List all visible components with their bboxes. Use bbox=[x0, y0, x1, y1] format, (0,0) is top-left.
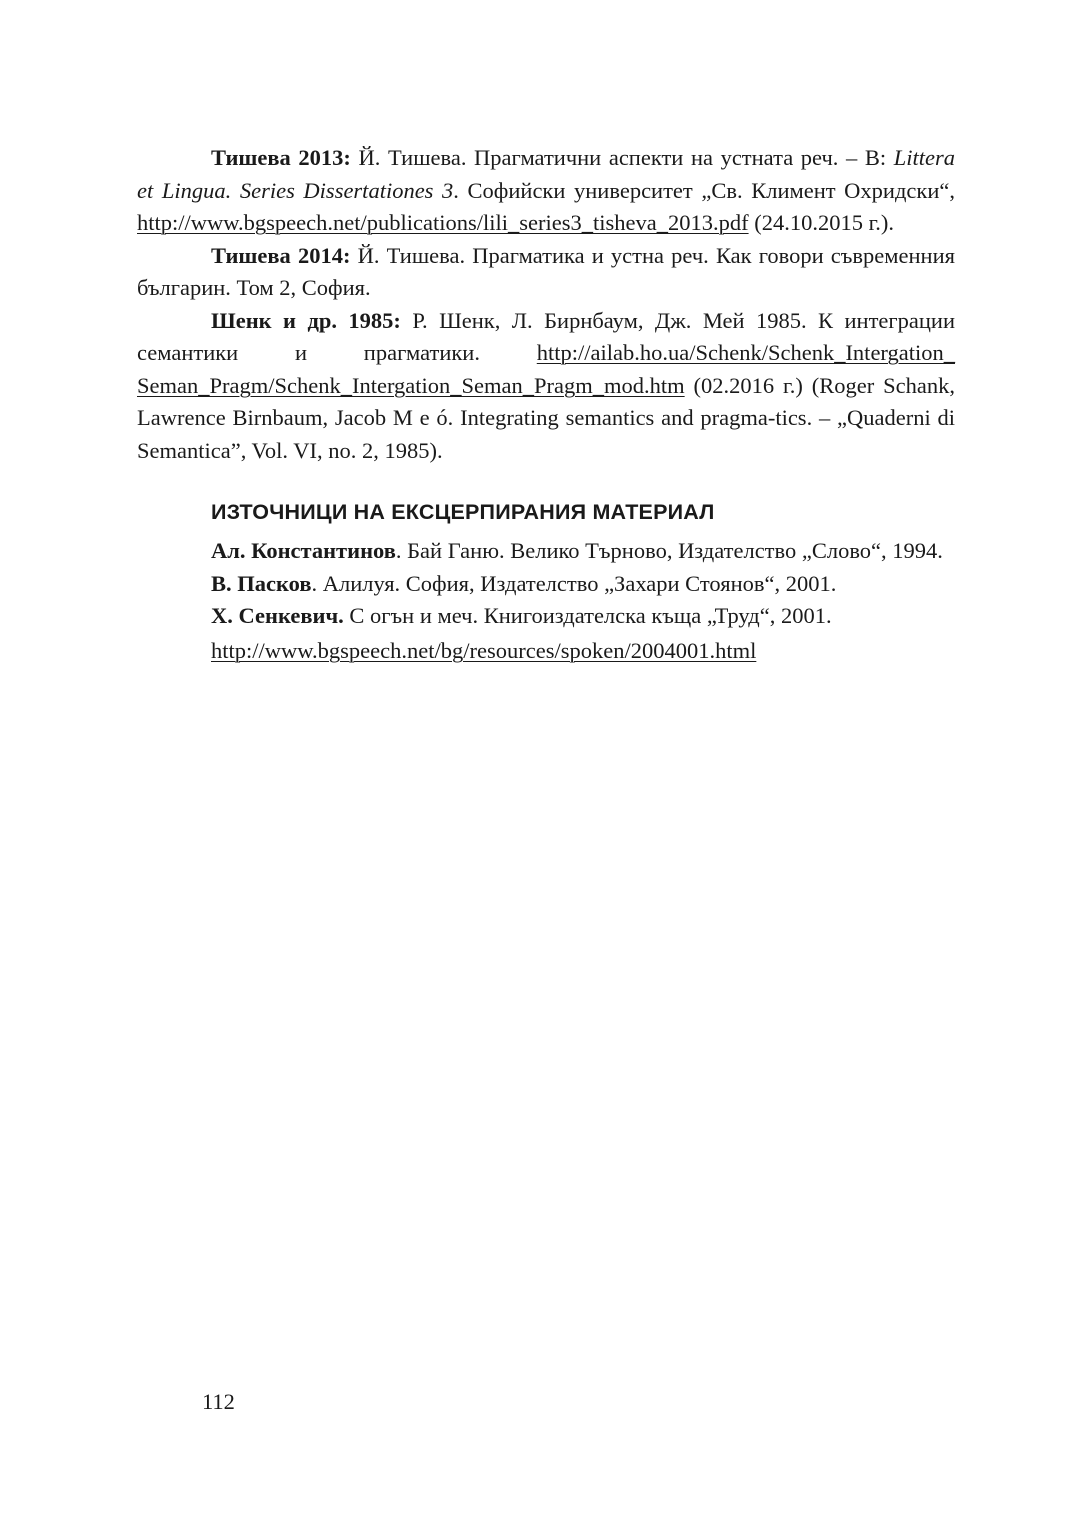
source-text: . Бай Ганю. Велико Търново, Издателство „Слово“, 1994. bbox=[395, 538, 943, 563]
source-author: Ал. Константинов bbox=[211, 538, 396, 563]
reference-author: Тишева 2013: bbox=[211, 145, 351, 170]
page-number: 112 bbox=[202, 1389, 235, 1414]
source-text: С огън и меч. Книгоиздателска къща „Труд“, 2001. bbox=[343, 603, 832, 628]
reference-link[interactable]: http://ailab.ho.ua/Schenk/Schenk_Intergation_ Seman_Pragm/Schenk_Intergation_Seman_Pragm_mod.htm bbox=[137, 340, 955, 398]
source-author: В. Пасков bbox=[211, 570, 312, 596]
page-content bbox=[137, 142, 955, 667]
reference-link[interactable]: http://www.bgspeech.net/publications/lili_series3_tisheva_2013.pdf bbox=[137, 210, 749, 235]
reference-text: . Софийски университет „Св. Климент Охридски“, bbox=[453, 177, 955, 203]
source-entry bbox=[137, 568, 955, 601]
reference-text: Р. Шенк, Л. Бирнбаум, Дж. Мей 1985. К интеграции семантики и прагматики. bbox=[137, 307, 955, 365]
sources-heading: ИЗТОЧНИЦИ НА ЕКСЦЕРПИРАНИЯ МАТЕРИАЛ bbox=[211, 500, 715, 524]
reference-text: (24.10.2015 г.). bbox=[748, 210, 895, 235]
source-author: Х. Сенкевич. bbox=[211, 603, 344, 628]
source-entry bbox=[137, 600, 955, 633]
source-link[interactable]: http://www.bgspeech.net/bg/resources/spoken/2004001.html bbox=[211, 637, 757, 663]
reference-entry bbox=[137, 240, 955, 305]
reference-journal: Littera et Lingua. Series Dissertationes 3 bbox=[137, 145, 955, 203]
reference-author: Шенк и др. 1985: bbox=[211, 307, 401, 333]
source-link-entry bbox=[137, 635, 955, 668]
reference-text: (02.2016 г.) (Roger Schank, Lawrence Birnbaum, Jacob M e ó. Integrating semantics and pragma-tics. – „Quaderni di Semantica”, Vol. VI, no. 2, 1985). bbox=[137, 372, 955, 463]
reference-text: Й. Тишева. Прагматични аспекти на устната реч. – В: bbox=[350, 145, 894, 170]
reference-entry bbox=[137, 142, 955, 240]
reference-text: Й. Тишева. Прагматика и устна реч. Как говори съвременния българин. Том 2, София. bbox=[137, 242, 955, 300]
reference-author: Тишева 2014: bbox=[211, 242, 351, 268]
source-entry bbox=[137, 535, 955, 568]
source-text: . Алилуя. София, Издателство „Захари Стоянов“, 2001. bbox=[311, 570, 837, 596]
reference-entry bbox=[137, 305, 955, 468]
